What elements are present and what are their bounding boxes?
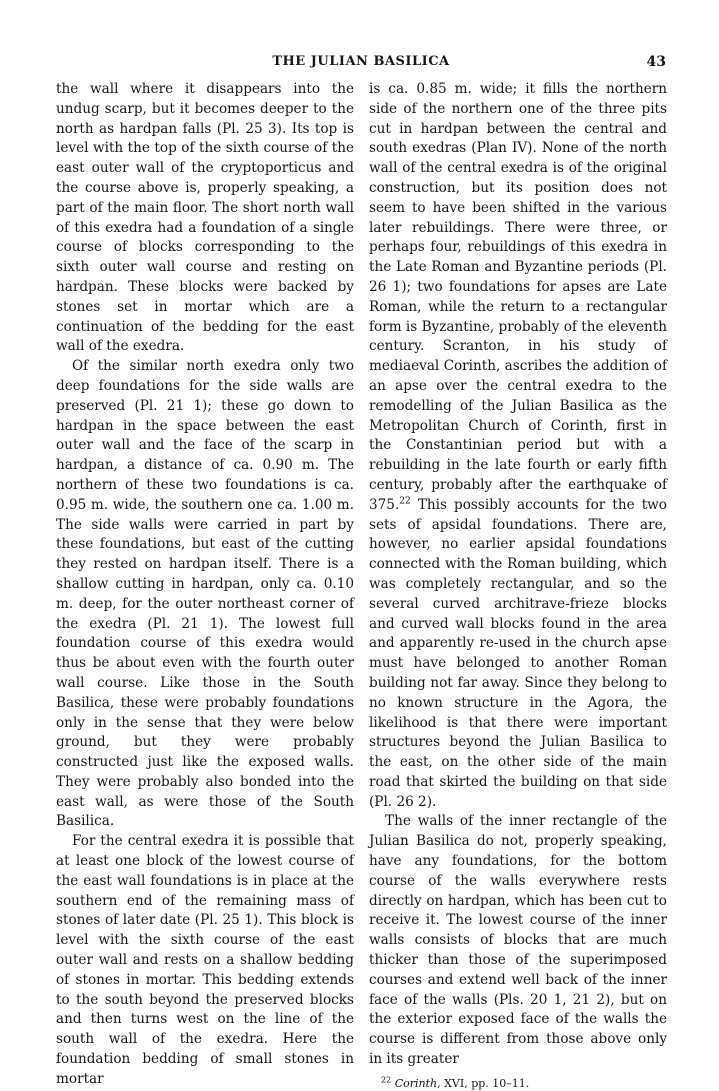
left-paragraph-2: Of the similar north exedra only two deep foundations for the side walls are preserved (Pl. 21 1); these go down to hardpan in the space between the east outer wall and the face of the scarp in hardpan, a distance of ca. 0.90 m. The northern of these two foundations is ca. 0.95 m. wide, the southern one ca. 1.00 m. The side walls were carried in part by these foundations, but east of the cutting they rested on hardpan itself. There is a shallow cutting in hardpan, only ca. 0.10 m. deep, for the outer northeast corner of the exedra (Pl. 21 1). The lowest full foundation course of this exedra would thus be about even with the fourth outer wall course. Like those in the South Basilica, these were probably foundations only in the sense that they were below ground, but they were probably constructed just like the exposed walls. They were probably also bonded into the east wall, as were those of the South Basilica. [56,358,354,830]
page-number: 43 [646,54,666,70]
left-paragraph-3: For the central exedra it is possible that at least one block of the lowest course of the east wall foundations is in place at the southern end of the remaining mass of stones of later date (Pl. 25 1). This block is level with the sixth course of the east outer wall and rests on a shallow bedding of stones in mortar. This bedding extends to the south beyond the preserved blocks and then turns west on the line of the south wall of the exedra. Here the foundation bedding of small stones in mortar [56,833,354,1087]
footnote-number: 22 [381,1075,392,1085]
footnote [369,1076,667,1091]
right-column [369,80,667,1091]
left-paragraph-1: the wall where it disappears into the undug scarp, but it becomes deeper to the north as hardpan falls (Pl. 25 3). Its top is level with the top of the sixth course of the east outer wall of the cryptoporticus and the course above is, properly speaking, a part of the main floor. The short north wall of this exedra had a foundation of a single course of blocks corresponding to the sixth outer wall course and resting on hardpan. These blocks were backed by stones set in mortar which are a continuation of the bedding for the east wall of the exedra. [56,81,354,355]
right-paragraph-1-text-a: is ca. 0.85 m. wide; it fills the northern side of the northern one of the three pits cut in hardpan between the central and south exedras (Plan IV). None of the north wall of the central exedra is of the original construction, but its position does not seem to have been shifted in the various later rebuildings. There were three, or perhaps four, rebuildings of this exedra in the Late Roman and Byzantine periods (Pl. 26 1); two foundations for apses are Late Roman, while the return to a rectangular form is Byzantine, probably of the eleventh century. Scranton, in his study of mediaeval Corinth, ascribes the addition of an apse over the central exedra to the remodelling of the Julian Basilica as the Metropolitan Church of Corinth, first in the Constantinian period but with a rebuilding in the late fourth or early fifth century, probably after the earthquake of 375. [369,81,668,513]
running-head [56,52,666,72]
left-column [56,80,354,1090]
footnote-reference[interactable]: 22 [399,496,411,507]
running-title: THE JULIAN BASILICA [272,54,450,69]
right-paragraph-1 [369,80,667,812]
footnote-source: Corinth [394,1076,438,1090]
right-paragraph-2: The walls of the inner rectangle of the Julian Basilica do not, properly speaking, have any foundations, for the bottom course of the walls everywhere rests directly on hardpan, which has been cut to receive it. The lowest course of the inner walls consists of blocks that are much thicker than those of the superimposed courses and extend well back of the inner face of the walls (Pls. 20 1, 21 2), but on the exterior exposed face of the walls the course is different from those above only in its greater [369,813,667,1068]
right-paragraph-1-text-b: This possibly accounts for the two sets of apsidal foundations. There are, however, no earlier apsidal foundations connected with the Roman building, which was completely rectangular, and so the several curved architrave-frieze blocks and curved wall blocks found in the area and apparently re-used in the church apse must have belonged to another Roman building not far away. Since they belong to no known structure in the Agora, the likelihood is that there were important structures beyond the Julian Basilica to the east, on the other side of the main road that skirted the building on that side (Pl. 26 2). [369,496,667,810]
footnote-rest: , XVI, pp. 10–11. [437,1076,530,1090]
